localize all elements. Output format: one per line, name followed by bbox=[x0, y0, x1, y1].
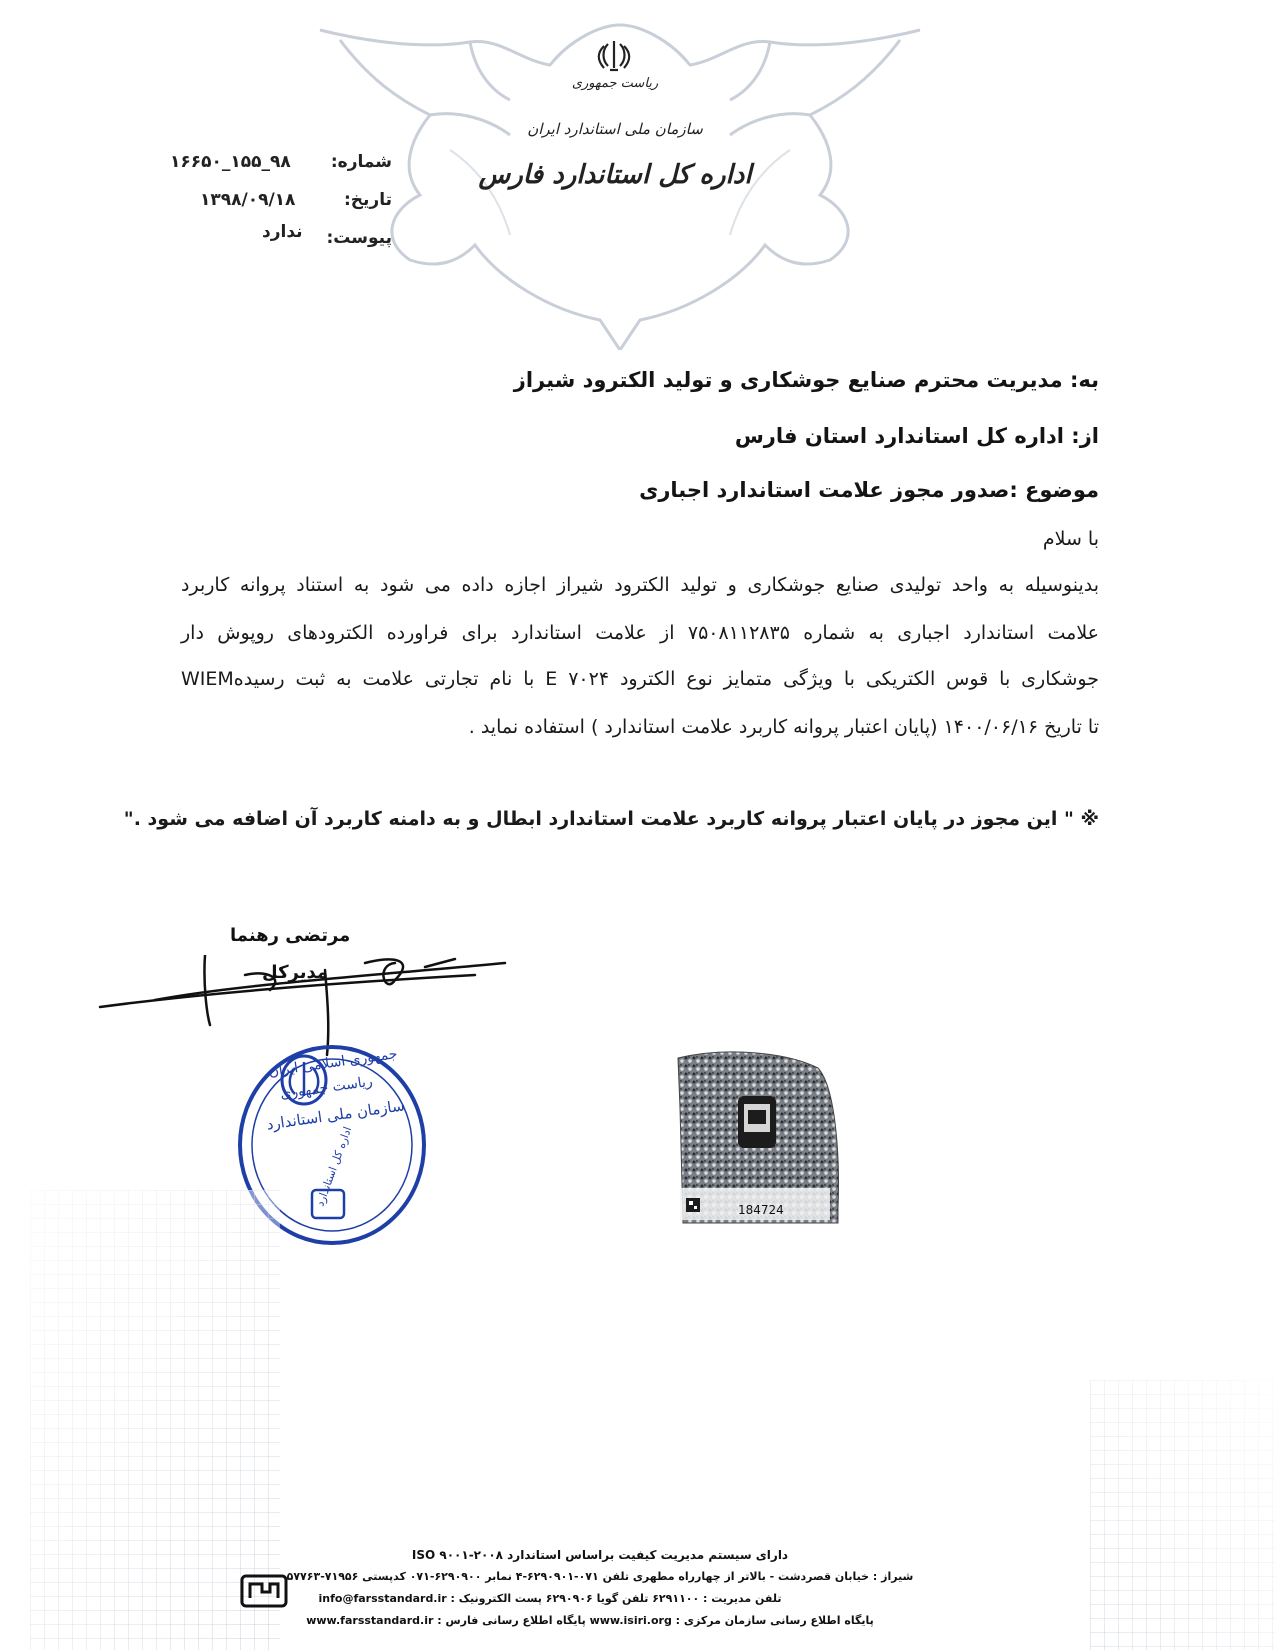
iran-emblem-icon bbox=[596, 38, 632, 74]
body-line-3: جوشکاری با قوس الکتریکی با ویژگی متمایز نوع الکترود E ۷۰۲۴ با نام تجارتی علامت به ثبت رسیدهWIEM bbox=[181, 668, 1099, 690]
date-value: ۱۳۹۸/۰۹/۱۸ bbox=[200, 190, 296, 210]
seal-line-1: جمهوری اسلامی ایران bbox=[267, 1046, 399, 1080]
letterhead-office: اداره کل استاندارد فارس bbox=[478, 160, 752, 190]
seal-line-4: اداره کل استاندارد bbox=[313, 1124, 355, 1209]
letter-greeting: با سلام bbox=[1042, 528, 1099, 550]
seal-line-2: ریاست جمهوری bbox=[279, 1073, 374, 1103]
hologram-sticker bbox=[668, 1048, 843, 1228]
attachment-label: پیوست: bbox=[326, 228, 392, 248]
number-row bbox=[170, 152, 392, 172]
background-grid-pattern-right bbox=[1090, 1380, 1275, 1650]
body-line-1: بدینوسیله به واحد تولیدی صنایع جوشکاری و تولید الکترود شیراز اجازه داده می شود به استناد پروانه کاربرد bbox=[181, 574, 1099, 596]
seal-line-3: سازمان ملی استاندارد bbox=[265, 1096, 406, 1134]
signatory-name: مرتضی رهنما bbox=[230, 925, 351, 946]
validity-note: ※ " این مجوز در پایان اعتبار پروانه کاربرد علامت استاندارد ابطال و به دامنه کاربرد آن اضافه می شود ." bbox=[123, 808, 1099, 830]
date-row bbox=[170, 190, 392, 210]
footer-phones: تلفن مدیریت : ۶۲۹۱۱۰۰ تلفن گویا ۶۲۹۰۹۰۶ پست الکترونیک : info@farsstandard.ir bbox=[318, 1592, 782, 1605]
letterhead-organization: سازمان ملی استاندارد ایران bbox=[527, 120, 703, 138]
letter-recipient: به: مدیریت محترم صنایع جوشکاری و تولید الکترود شیراز bbox=[513, 368, 1099, 392]
number-label: شماره: bbox=[330, 152, 392, 172]
footer-iso: دارای سیستم مدیریت کیفیت براساس استاندارد ISO ۹۰۰۱-۲۰۰۸ bbox=[411, 1548, 789, 1562]
date-label: تاریخ: bbox=[344, 190, 392, 210]
number-value: ۹۸_۱۵۵_۱۶۶۵۰ bbox=[170, 152, 291, 172]
signatory-title: مدیرکل bbox=[262, 962, 329, 983]
body-line-2: علامت استاندارد اجباری به شماره ۷۵۰۸۱۱۲۸۳۵ از علامت استاندارد برای فراورده الکترودهای روپوش دار bbox=[181, 622, 1099, 644]
letter-sender: از: اداره کل استاندارد استان فارس bbox=[734, 424, 1099, 448]
footer-address: شیراز : خیابان قصردشت - بالاتر از چهارراه مطهری تلفن ۰۷۱-۶۲۹۰۹۰۱-۴ نمابر ۶۲۹۰۹۰۰-۰۷۱ کدپستی ۷۱۹۵۶-۵۷۷۶۳ bbox=[286, 1570, 914, 1583]
attachment-value: ندارد bbox=[262, 222, 303, 242]
letter-subject: موضوع :صدور مجوز علامت استاندارد اجباری bbox=[639, 478, 1099, 502]
footer-websites: پایگاه اطلاع رسانی سازمان مرکزی : www.isiri.org پایگاه اطلاع رسانی فارس : www.farsstandard.ir bbox=[306, 1614, 874, 1627]
body-line-4: تا تاریخ ۱۴۰۰/۰۶/۱۶ (پایان اعتبار پروانه کاربرد علامت استاندارد ) استفاده نماید . bbox=[468, 716, 1099, 738]
standard-logo-icon bbox=[240, 1574, 288, 1608]
hologram-serial: 184724 bbox=[738, 1203, 784, 1217]
attachment-row bbox=[170, 222, 392, 248]
letterhead-presidency: ریاست جمهوری bbox=[571, 76, 659, 91]
